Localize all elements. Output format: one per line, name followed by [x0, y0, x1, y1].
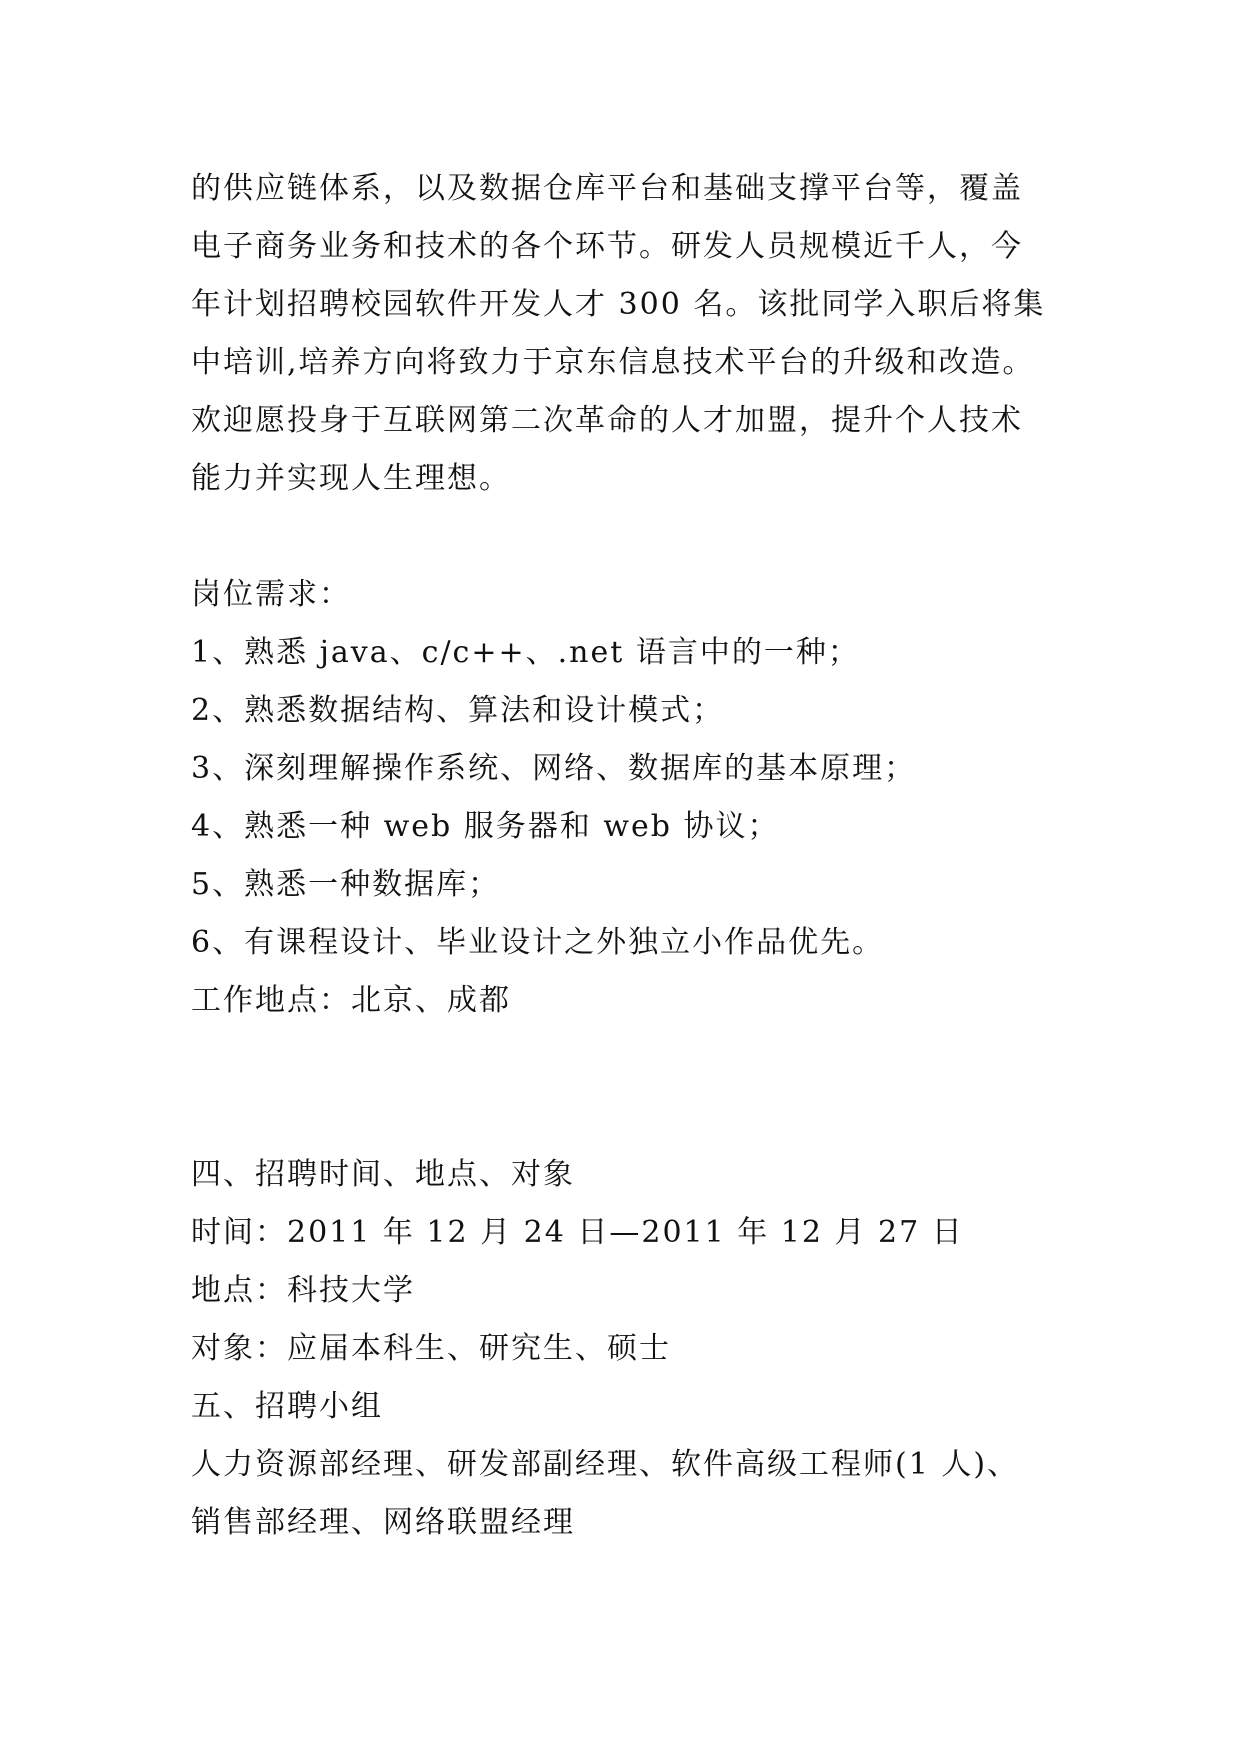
- team-members-line: 销售部经理、网络联盟经理: [191, 1505, 575, 1540]
- section-four-heading: 四、招聘时间、地点、对象: [191, 1157, 575, 1192]
- requirement-item: 4、熟悉一种 web 服务器和 web 协议；: [191, 809, 780, 844]
- blank-lines: [191, 1030, 1061, 1146]
- intro-line: 中培训,培养方向将致力于京东信息技术平台的升级和改造。: [191, 345, 1035, 380]
- requirement-item: 2、熟悉数据结构、算法和设计模式；: [191, 693, 725, 728]
- blank-line: [191, 508, 1061, 566]
- requirement-item: 5、熟悉一种数据库；: [191, 867, 501, 902]
- requirement-item: 3、深刻理解操作系统、网络、数据库的基本原理；: [191, 751, 917, 786]
- intro-line: 年计划招聘校园软件开发人才 300 名。该批同学入职后将集: [191, 287, 1046, 322]
- intro-line: 欢迎愿投身于互联网第二次革命的人才加盟，提升个人技术: [191, 403, 1023, 438]
- requirements-heading: 岗位需求：: [191, 577, 351, 612]
- section-four: [191, 1146, 1061, 1378]
- team-members-line: 人力资源部经理、研发部副经理、软件高级工程师(1 人)、: [191, 1447, 1020, 1482]
- section-five: [191, 1378, 1061, 1552]
- recruit-target: 对象：应届本科生、研究生、硕士: [191, 1331, 671, 1366]
- document-body: [191, 160, 1061, 1552]
- recruit-place: 地点：科技大学: [191, 1273, 415, 1308]
- intro-line: 能力并实现人生理想。: [191, 461, 511, 496]
- intro-paragraph: [191, 160, 1061, 508]
- requirement-item: 1、熟悉 java、c/c++、.net 语言中的一种；: [191, 635, 860, 670]
- recruit-time: 时间：2011 年 12 月 24 日—2011 年 12 月 27 日: [191, 1215, 964, 1250]
- requirements-section: [191, 566, 1061, 1030]
- intro-line: 的供应链体系，以及数据仓库平台和基础支撑平台等，覆盖: [191, 171, 1023, 206]
- intro-line: 电子商务业务和技术的各个环节。研发人员规模近千人，今: [191, 229, 1023, 264]
- work-location: 工作地点：北京、成都: [191, 983, 511, 1018]
- requirement-item: 6、有课程设计、毕业设计之外独立小作品优先。: [191, 925, 885, 960]
- section-five-heading: 五、招聘小组: [191, 1389, 383, 1424]
